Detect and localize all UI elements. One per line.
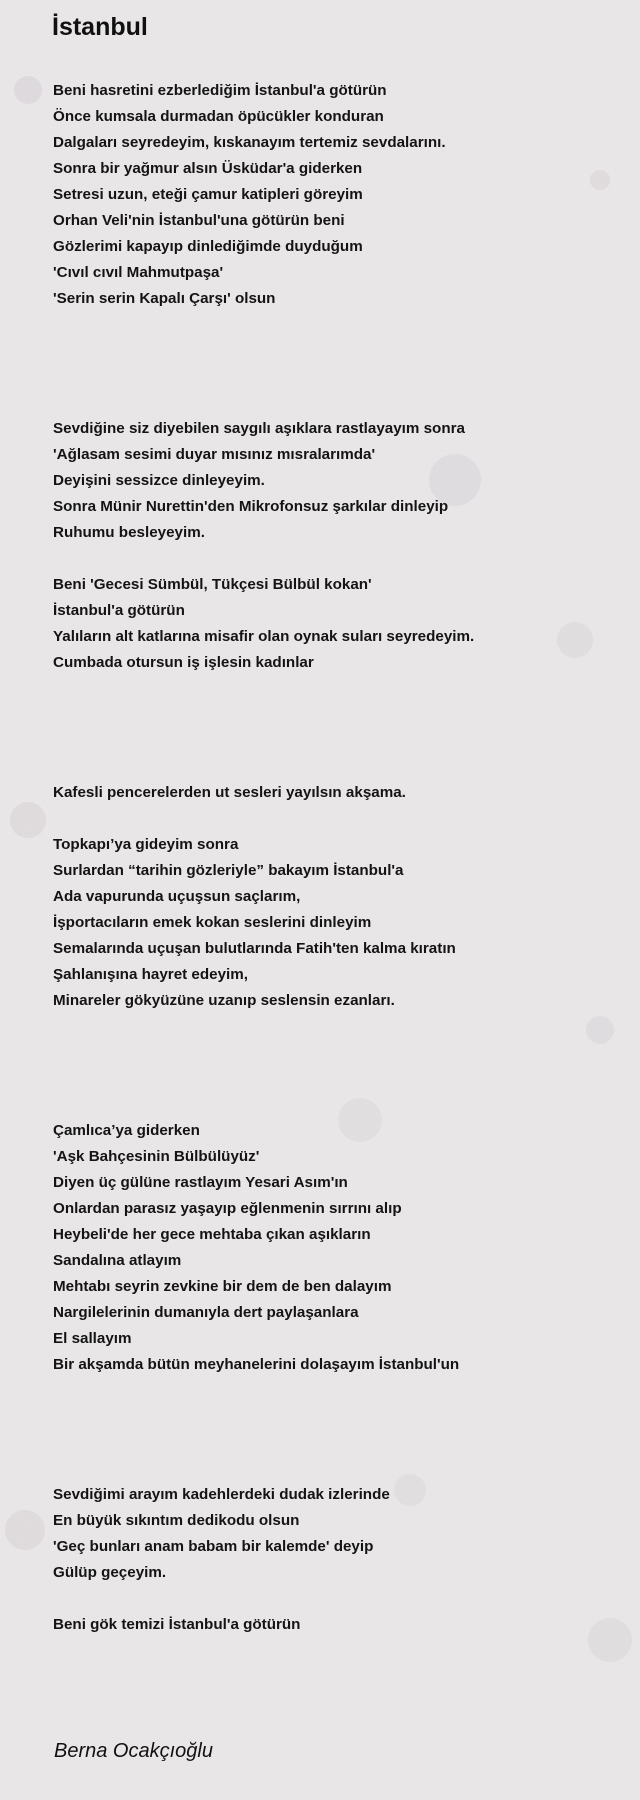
poem-line: 'Aşk Bahçesinin Bülbülüyüz' [53,1148,260,1165]
poem-line: Semalarında uçuşan bulutlarında Fatih'ten kalma kıratın [53,940,456,957]
poem-line: Setresi uzun, eteği çamur katipleri göreyim [53,186,363,203]
poem-line: Bir akşamda bütün meyhanelerini dolaşayım İstanbul'un [53,1356,460,1373]
stanza-2 [53,416,623,546]
poem-line: Dalgaları seyredeyim, kıskanayım tertemiz sevdalarını. [53,134,446,151]
poem-line: 'Cıvıl cıvıl Mahmutpaşa' [53,264,224,281]
stanza-5 [53,832,623,1014]
stanza-6 [53,1118,623,1378]
stanza-7 [53,1482,623,1586]
poem-line: Beni 'Gecesi Sümbül, Tükçesi Bülbül kokan' [53,576,372,593]
poem-author: Berna Ocakçıoğlu [54,1740,213,1762]
poem-line: Sevdiğine siz diyebilen saygılı aşıklara rastlayayım sonra [53,420,465,437]
poem-line: İşportacıların emek kokan seslerini dinleyim [53,914,372,931]
poem-line: 'Ağlasam sesimi duyar mısınız mısralarımda' [53,446,376,463]
poem-line: Orhan Veli'nin İstanbul'una götürün beni [53,212,345,229]
stanza-gap [53,676,623,780]
poem-body [53,78,623,1638]
poem-line: El sallayım [53,1330,132,1347]
stanza-4 [53,780,623,806]
poem-line: Beni hasretini ezberlediğim İstanbul'a götürün [53,82,387,99]
stanza-gap [53,312,623,416]
poem-line: Şahlanışına hayret edeyim, [53,966,248,983]
poem-line: Surlardan “tarihin gözleriyle” bakayım İstanbul'a [53,862,404,879]
poem-title: İstanbul [52,13,148,41]
poem-line: En büyük sıkıntım dedikodu olsun [53,1512,300,1529]
poem-line: Diyen üç gülüne rastlayım Yesari Asım'ın [53,1174,348,1191]
poem-line: Cumbada otursun iş işlesin kadınlar [53,654,314,671]
poem-line: Gözlerimi kapayıp dinlediğimde duyduğum [53,238,363,255]
poem-line: 'Geç bunları anam babam bir kalemde' deyip [53,1538,374,1555]
stanza-1 [53,78,623,312]
poem-line: Mehtabı seyrin zevkine bir dem de ben dalayım [53,1278,392,1295]
poem-line: 'Serin serin Kapalı Çarşı' olsun [53,290,276,307]
poem-line: Ada vapurunda uçuşsun saçlarım, [53,888,301,905]
poem-line: Beni gök temizi İstanbul'a götürün [53,1616,301,1633]
poem-line: Heybeli'de her gece mehtaba çıkan aşıkların [53,1226,371,1243]
poem-line: Yalıların alt katlarına misafir olan oynak suları seyredeyim. [53,628,475,645]
poem-line: Sandalına atlayım [53,1252,182,1269]
poem-line: Deyişini sessizce dinleyeyim. [53,472,265,489]
stanza-gap [53,1586,623,1612]
poem-line: Ruhumu besleyeyim. [53,524,205,541]
poem-line: Çamlıca’ya giderken [53,1122,200,1139]
poem-line: Nargilelerinin dumanıyla dert paylaşanlara [53,1304,359,1321]
poem-line: Topkapı’ya gideyim sonra [53,836,239,853]
stanza-gap [53,546,623,572]
poem-line: Minareler gökyüzüne uzanıp seslensin ezanları. [53,992,395,1009]
poem-line: Sonra Münir Nurettin'den Mikrofonsuz şarkılar dinleyip [53,498,449,515]
poem-line: İstanbul'a götürün [53,602,185,619]
stanza-gap [53,806,623,832]
poem-line: Sonra bir yağmur alsın Üsküdar'a giderken [53,160,363,177]
poem-line: Kafesli pencerelerden ut sesleri yayılsın akşama. [53,784,406,801]
poem-line: Onlardan parasız yaşayıp eğlenmenin sırrını alıp [53,1200,402,1217]
stanza-8 [53,1612,623,1638]
stanza-3 [53,572,623,676]
poem-line: Sevdiğimi arayım kadehlerdeki dudak izlerinde [53,1486,390,1503]
stanza-gap [53,1014,623,1118]
stanza-gap [53,1378,623,1482]
poem-line: Önce kumsala durmadan öpücükler konduran [53,108,384,125]
poem-line: Gülüp geçeyim. [53,1564,167,1581]
